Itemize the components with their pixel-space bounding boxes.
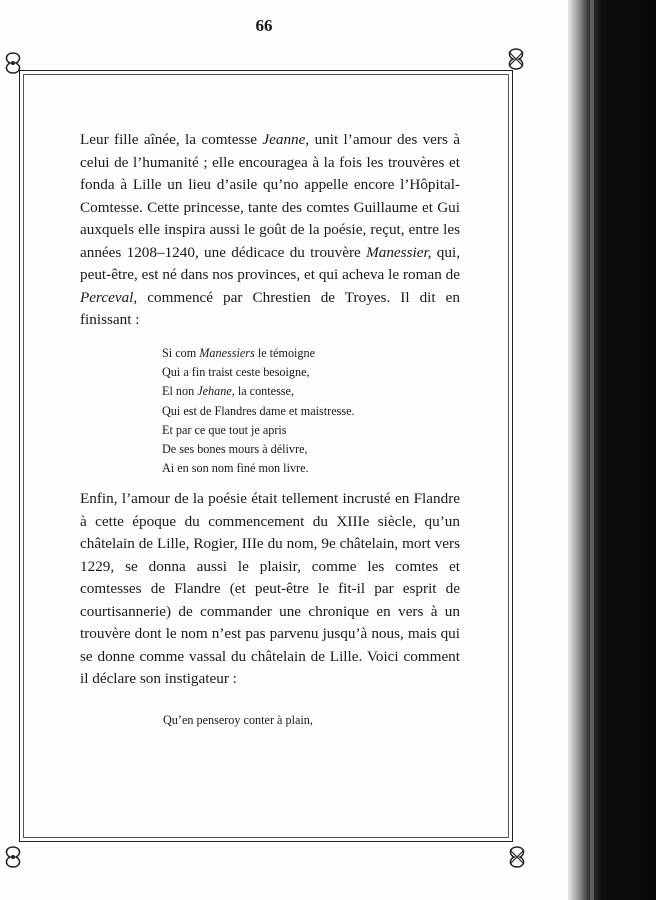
paragraph-jeanne bbox=[80, 129, 460, 332]
text-span: Leur fille aînée, la comtesse bbox=[80, 131, 263, 148]
name-manessier: Manessier, bbox=[366, 243, 432, 261]
verse-quotation bbox=[162, 344, 462, 478]
corner-ornament-icon bbox=[0, 844, 26, 870]
verse-line: Qui a fin traist ceste besoigne, bbox=[162, 365, 310, 380]
text-span: commencé par Chrestien de Troyes. Il dit en finissant : bbox=[80, 288, 460, 328]
verse-line: El non Jehane, la contesse, bbox=[162, 384, 295, 399]
paragraph-rogier bbox=[80, 488, 460, 691]
page-number: 66 bbox=[255, 16, 273, 35]
verse-line: Si com Manessiers le témoigne bbox=[162, 346, 316, 360]
title-perceval: Perceval, bbox=[80, 288, 138, 306]
text-span: unit l’amour des vers à celui de l’humanité ; elle encouragea à la fois les trouvères et fonda à Lille un lieu d’asile qu’no appelle encore l’Hôpital-Comtesse. Cette princesse, tante des comtes Guillaume et Gui auxquels elle inspira aussi le goût de la poésie, reçut, entre les années 1208–1240, une dédicace du trouvère bbox=[80, 131, 460, 261]
verse-line: De ses bones mours à délivre, bbox=[162, 442, 308, 457]
corner-ornament-icon bbox=[0, 50, 26, 76]
paragraph-text: Enfin, l’amour de la poésie était tellement incrusté en Flandre à cette époque du commencement du XIIIe siècle, qu’un châtelain de Lille, Rogier, IIIe du nom, 9e châtelain, mort vers 1229, se donna aussi le plaisir, comme les comtes et comtesses de Flandre (et peut-être le fit-il par esprit de courtisannerie) de commander une chronique en vers à un trouvère dont le nom n’est pas parvenu jusqu’à nous, mais qui se donne comme vassal du châtelain de Lille. Voici comment il déclare son instigateur : bbox=[80, 490, 460, 687]
corner-ornament-icon bbox=[503, 46, 529, 72]
text-span: qui, peut-être, est né dans nos provinces, et qui acheva le roman de bbox=[80, 243, 460, 283]
verse-line: Et par ce que tout je apris bbox=[162, 422, 287, 437]
book-spine-shadow bbox=[568, 0, 656, 900]
verse-line: Ai en son nom finé mon livre. bbox=[162, 461, 309, 476]
name-jeanne: Jeanne, bbox=[262, 131, 310, 148]
spine-highlight bbox=[590, 0, 594, 900]
verse-line: Qu’en penseroy conter à plain, bbox=[163, 713, 313, 727]
corner-ornament-icon bbox=[504, 844, 530, 870]
verse-line: Qui est de Flandres dame et maistresse. bbox=[162, 403, 355, 418]
